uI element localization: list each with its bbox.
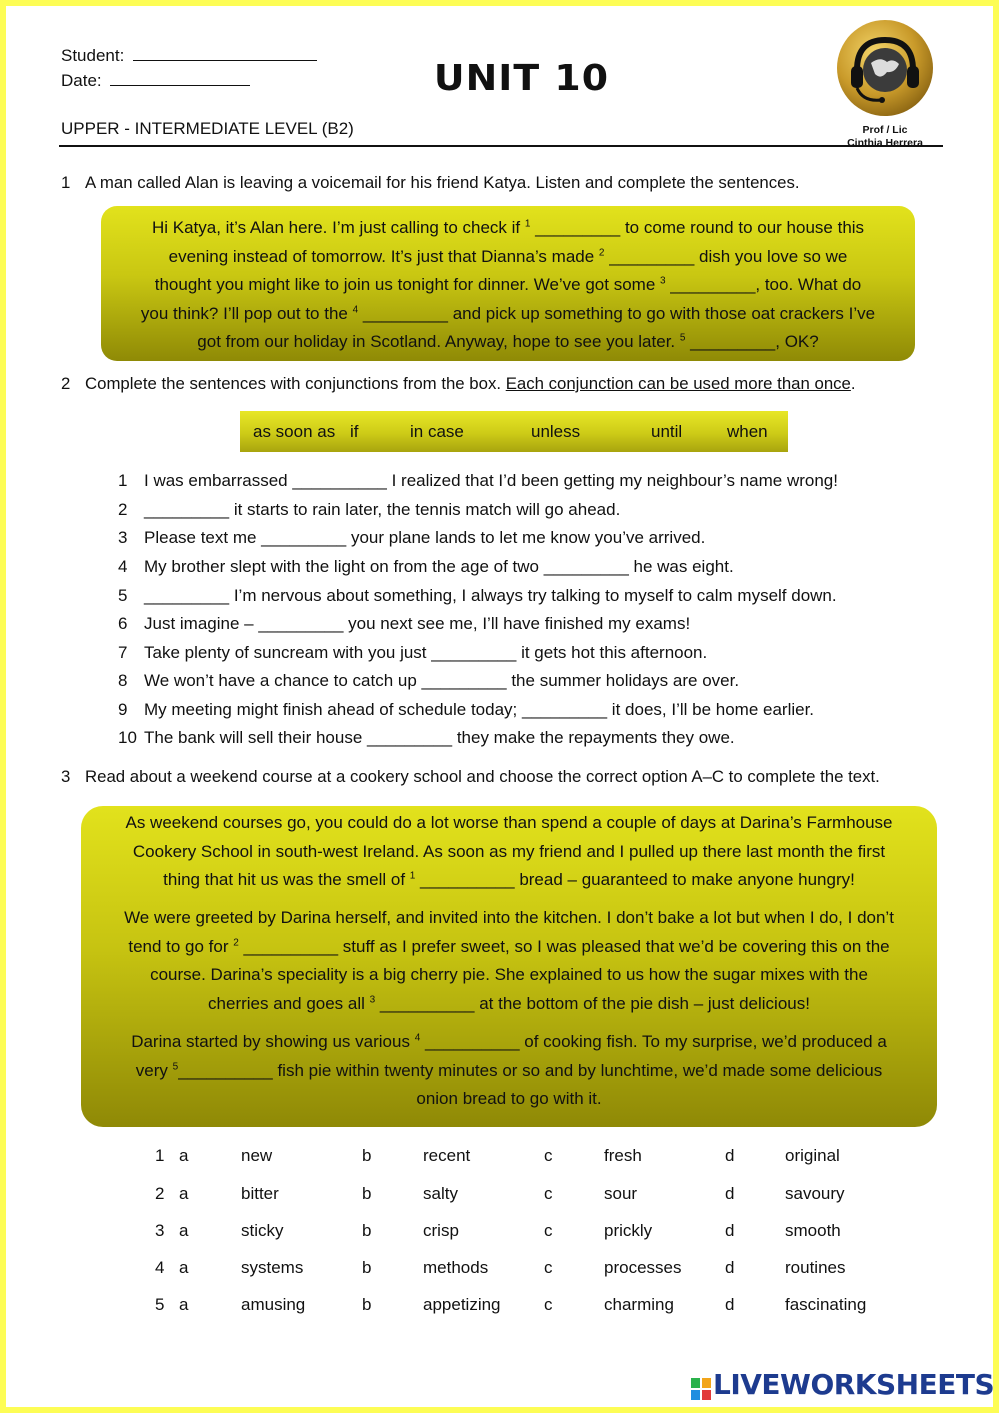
option-letter: d — [725, 1184, 735, 1203]
text-segment: onion bread to go with it. — [416, 1089, 602, 1109]
cookery-text-box — [81, 806, 937, 1127]
gap-number: 4 — [352, 304, 359, 316]
text-segment: thought you might like to join us tonight for dinner. We’ve got some — [154, 275, 661, 295]
option-letter: b — [362, 1184, 372, 1203]
student-name-line[interactable] — [133, 45, 317, 61]
date-label: Date: — [61, 71, 102, 90]
option-b[interactable]: crisp — [423, 1221, 459, 1240]
sentence-text: _________ I’m nervous about something, I always try talking to myself to calm myself down. — [144, 586, 837, 605]
sentence-item[interactable] — [118, 614, 690, 634]
student-field[interactable] — [61, 45, 317, 66]
voicemail-line — [101, 243, 915, 272]
sentence-text: My meeting might finish ahead of schedule today; _________ it does, I’ll be home earlier. — [144, 700, 815, 719]
sentence-text: We won’t have a chance to catch up _________ the summer holidays are over. — [144, 671, 740, 690]
gap-blank[interactable]: __________ bread – guaranteed to make anyone hungry! — [415, 870, 855, 890]
sentence-item[interactable] — [118, 586, 837, 606]
conjunction-item: unless — [531, 422, 581, 441]
text-segment: Hi Katya, it’s Alan here. I’m just calling to check if — [151, 218, 525, 237]
gap-blank[interactable]: __________ fish pie within twenty minutes or so and by lunchtime, we’d made some delicious — [178, 1060, 883, 1080]
q1-text: A man called Alan is leaving a voicemail for his friend Katya. Listen and complete the sentences. — [85, 173, 800, 192]
voicemail-text-box — [101, 206, 915, 361]
liveworksheets-logo-icon — [691, 1378, 711, 1400]
gap-blank[interactable]: __________ stuff as I prefer sweet, so I was pleased that we’d be covering this on the — [238, 936, 890, 956]
sentence-number: 8 — [118, 671, 128, 690]
voicemail-line — [101, 214, 915, 243]
conjunction-item: in case — [410, 422, 464, 441]
sentence-text: Take plenty of suncream with you just _________ it gets hot this afternoon. — [144, 643, 708, 662]
sentence-text: The bank will sell their house _________ they make the repayments they owe. — [144, 728, 735, 747]
option-c[interactable]: prickly — [604, 1221, 653, 1240]
option-number: 1 — [155, 1146, 165, 1165]
level-label: UPPER - INTERMEDIATE LEVEL (B2) — [61, 119, 354, 138]
gap-number: 4 — [414, 1032, 421, 1044]
q2-text-end: . — [850, 374, 856, 393]
student-label: Student: — [61, 46, 125, 65]
sentence-number: 6 — [118, 614, 128, 633]
gap-number: 1 — [524, 218, 531, 230]
q3-instruction — [61, 767, 880, 787]
sentence-number: 3 — [118, 528, 128, 547]
option-letter: d — [725, 1258, 735, 1277]
option-a[interactable]: sticky — [241, 1221, 284, 1240]
sentence-item[interactable] — [118, 500, 620, 520]
q1-number: 1 — [61, 173, 71, 192]
sentence-item[interactable] — [118, 671, 739, 691]
sentence-item[interactable] — [118, 528, 705, 548]
cookery-paragraph — [81, 904, 937, 1018]
option-letter: b — [362, 1221, 372, 1240]
option-letter: d — [725, 1221, 735, 1240]
q2-text: Complete the sentences with conjunctions from the box. — [85, 374, 502, 393]
option-number: 2 — [155, 1184, 165, 1203]
option-number: 5 — [155, 1295, 165, 1314]
unit-title: UNIT 10 — [433, 58, 610, 99]
option-letter: c — [544, 1221, 553, 1240]
voicemail-line — [101, 300, 915, 329]
q1-instruction — [61, 173, 800, 193]
option-a[interactable]: amusing — [241, 1295, 306, 1314]
header-divider — [59, 145, 943, 147]
gap-number: 5 — [172, 1061, 179, 1073]
headphones-globe-icon — [835, 18, 935, 118]
logo-line-1: Prof / Lic — [862, 124, 908, 136]
teacher-logo — [832, 18, 938, 150]
sentence-number: 4 — [118, 557, 128, 576]
text-segment: course. Darina’s speciality is a big cherry pie. She explained to us how the sugar mixes with the — [150, 965, 868, 985]
sentence-item[interactable] — [118, 728, 735, 748]
option-row — [6, 1221, 993, 1243]
text-segment: Cookery School in south-west Ireland. As soon as my friend and I pulled up there last month the first — [132, 841, 886, 861]
option-letter: a — [179, 1184, 189, 1203]
sentence-item[interactable] — [118, 471, 838, 491]
option-letter: a — [179, 1146, 189, 1165]
date-line[interactable] — [110, 70, 250, 86]
option-a[interactable]: bitter — [241, 1184, 279, 1203]
sentence-item[interactable] — [118, 643, 707, 663]
gap-blank[interactable]: __________ at the bottom of the pie dish – just delicious! — [375, 994, 810, 1014]
option-number: 4 — [155, 1258, 165, 1277]
option-d[interactable]: savoury — [785, 1184, 845, 1203]
gap-number: 1 — [409, 870, 416, 882]
sentence-text: Please text me _________ your plane lands to let me know you’ve arrived. — [144, 528, 706, 547]
sentence-number: 10 — [118, 728, 137, 747]
option-letter: c — [544, 1146, 553, 1165]
voicemail-line — [101, 328, 915, 357]
text-segment: As weekend courses go, you could do a lot worse than spend a couple of days at Darina’s Farmhouse — [125, 813, 893, 832]
gap-blank[interactable]: _________ and pick up something to go with those oat crackers I’ve — [358, 303, 876, 323]
conjunction-item: until — [651, 422, 683, 441]
option-c[interactable]: processes — [604, 1258, 682, 1277]
sentence-number: 2 — [118, 500, 128, 519]
gap-blank[interactable]: _________, OK? — [685, 332, 819, 352]
option-letter: b — [362, 1146, 372, 1165]
gap-blank[interactable]: _________ dish you love so we — [604, 246, 848, 266]
option-row — [6, 1295, 993, 1317]
option-b[interactable]: recent — [423, 1146, 471, 1165]
sentence-item[interactable] — [118, 557, 734, 577]
conjunction-item: as soon as — [253, 422, 336, 441]
option-row — [6, 1184, 993, 1206]
gap-number: 5 — [679, 332, 686, 344]
text-segment: tend to go for — [128, 936, 234, 956]
option-d[interactable]: fascinating — [785, 1295, 867, 1314]
sentence-number: 1 — [118, 471, 128, 490]
q2-number: 2 — [61, 374, 71, 393]
option-letter: a — [179, 1221, 189, 1240]
text-segment: Darina started by showing us various — [131, 1032, 415, 1052]
q2-text-underlined: Each conjunction can be used more than once — [505, 374, 851, 393]
text-segment: cherries and goes all — [208, 994, 370, 1014]
sentence-number: 5 — [118, 586, 128, 605]
cookery-paragraph — [81, 809, 937, 895]
text-segment: very — [135, 1060, 173, 1080]
gap-number: 3 — [660, 275, 666, 287]
sentence-text: _________ it starts to rain later, the tennis match will go ahead. — [144, 500, 621, 519]
q3-number: 3 — [61, 767, 71, 786]
sentence-number: 7 — [118, 643, 128, 662]
option-letter: c — [544, 1184, 553, 1203]
option-d[interactable]: smooth — [785, 1221, 841, 1240]
option-letter: c — [544, 1258, 553, 1277]
option-letter: b — [362, 1258, 372, 1277]
text-segment: you think? I’ll pop out to the — [140, 303, 353, 323]
gap-number: 2 — [233, 937, 239, 949]
voicemail-line — [101, 271, 915, 300]
cookery-paragraph — [81, 1028, 937, 1114]
sentence-number: 9 — [118, 700, 128, 719]
option-b[interactable]: salty — [423, 1184, 458, 1203]
option-row — [6, 1146, 993, 1168]
liveworksheets-brand[interactable] — [691, 1368, 995, 1402]
q3-text: Read about a weekend course at a cookery school and choose the correct option A–C to complete the text. — [85, 767, 880, 786]
option-c[interactable]: fresh — [604, 1146, 642, 1165]
option-d[interactable]: original — [785, 1146, 840, 1165]
option-a[interactable]: systems — [241, 1258, 304, 1277]
option-b[interactable]: methods — [423, 1258, 489, 1277]
gap-blank[interactable]: __________ of cooking fish. To my surprise, we’d produced a — [420, 1032, 887, 1052]
conjunction-item: when — [727, 422, 768, 441]
option-letter: d — [725, 1295, 735, 1314]
gap-blank[interactable]: _________, too. What do — [665, 275, 862, 295]
conjunction-box — [240, 411, 788, 452]
option-c[interactable]: charming — [604, 1295, 674, 1314]
gap-number: 3 — [369, 994, 376, 1006]
option-letter: c — [544, 1295, 553, 1314]
option-d[interactable]: routines — [785, 1258, 846, 1277]
q2-instruction — [61, 374, 856, 394]
sentence-text: I was embarrassed __________ I realized that I’d been getting my neighbour’s name wrong! — [144, 471, 838, 490]
option-b[interactable]: appetizing — [423, 1295, 501, 1314]
gap-number: 2 — [598, 246, 605, 258]
option-number: 3 — [155, 1221, 165, 1240]
liveworksheets-text: LIVEWORKSHEETS — [713, 1368, 995, 1401]
conjunction-item: if — [350, 422, 359, 441]
text-segment: evening instead of tomorrow. It’s just that Dianna’s made — [168, 246, 599, 266]
sentence-item[interactable] — [118, 700, 814, 720]
date-field[interactable] — [61, 70, 250, 91]
option-row — [6, 1258, 993, 1280]
option-letter: a — [179, 1258, 189, 1277]
logo-line-2: Cinthia Herrera — [847, 137, 923, 149]
option-letter: b — [362, 1295, 372, 1314]
gap-blank[interactable]: _________ to come round to our house this — [530, 218, 865, 237]
option-letter: a — [179, 1295, 189, 1314]
sentence-text: My brother slept with the light on from the age of two _________ he was eight. — [144, 557, 734, 576]
text-segment: thing that hit us was the smell of — [163, 870, 410, 890]
option-a[interactable]: new — [241, 1146, 273, 1165]
text-segment: got from our holiday in Scotland. Anyway, hope to see you later. — [197, 332, 680, 352]
text-segment: We were greeted by Darina herself, and invited into the kitchen. I don’t bake a lot but when I do, I don’t — [124, 908, 894, 928]
option-c[interactable]: sour — [604, 1184, 638, 1203]
sentence-text: Just imagine – _________ you next see me, I’ll have finished my exams! — [144, 614, 691, 633]
option-letter: d — [725, 1146, 735, 1165]
worksheet-page — [6, 6, 993, 1407]
